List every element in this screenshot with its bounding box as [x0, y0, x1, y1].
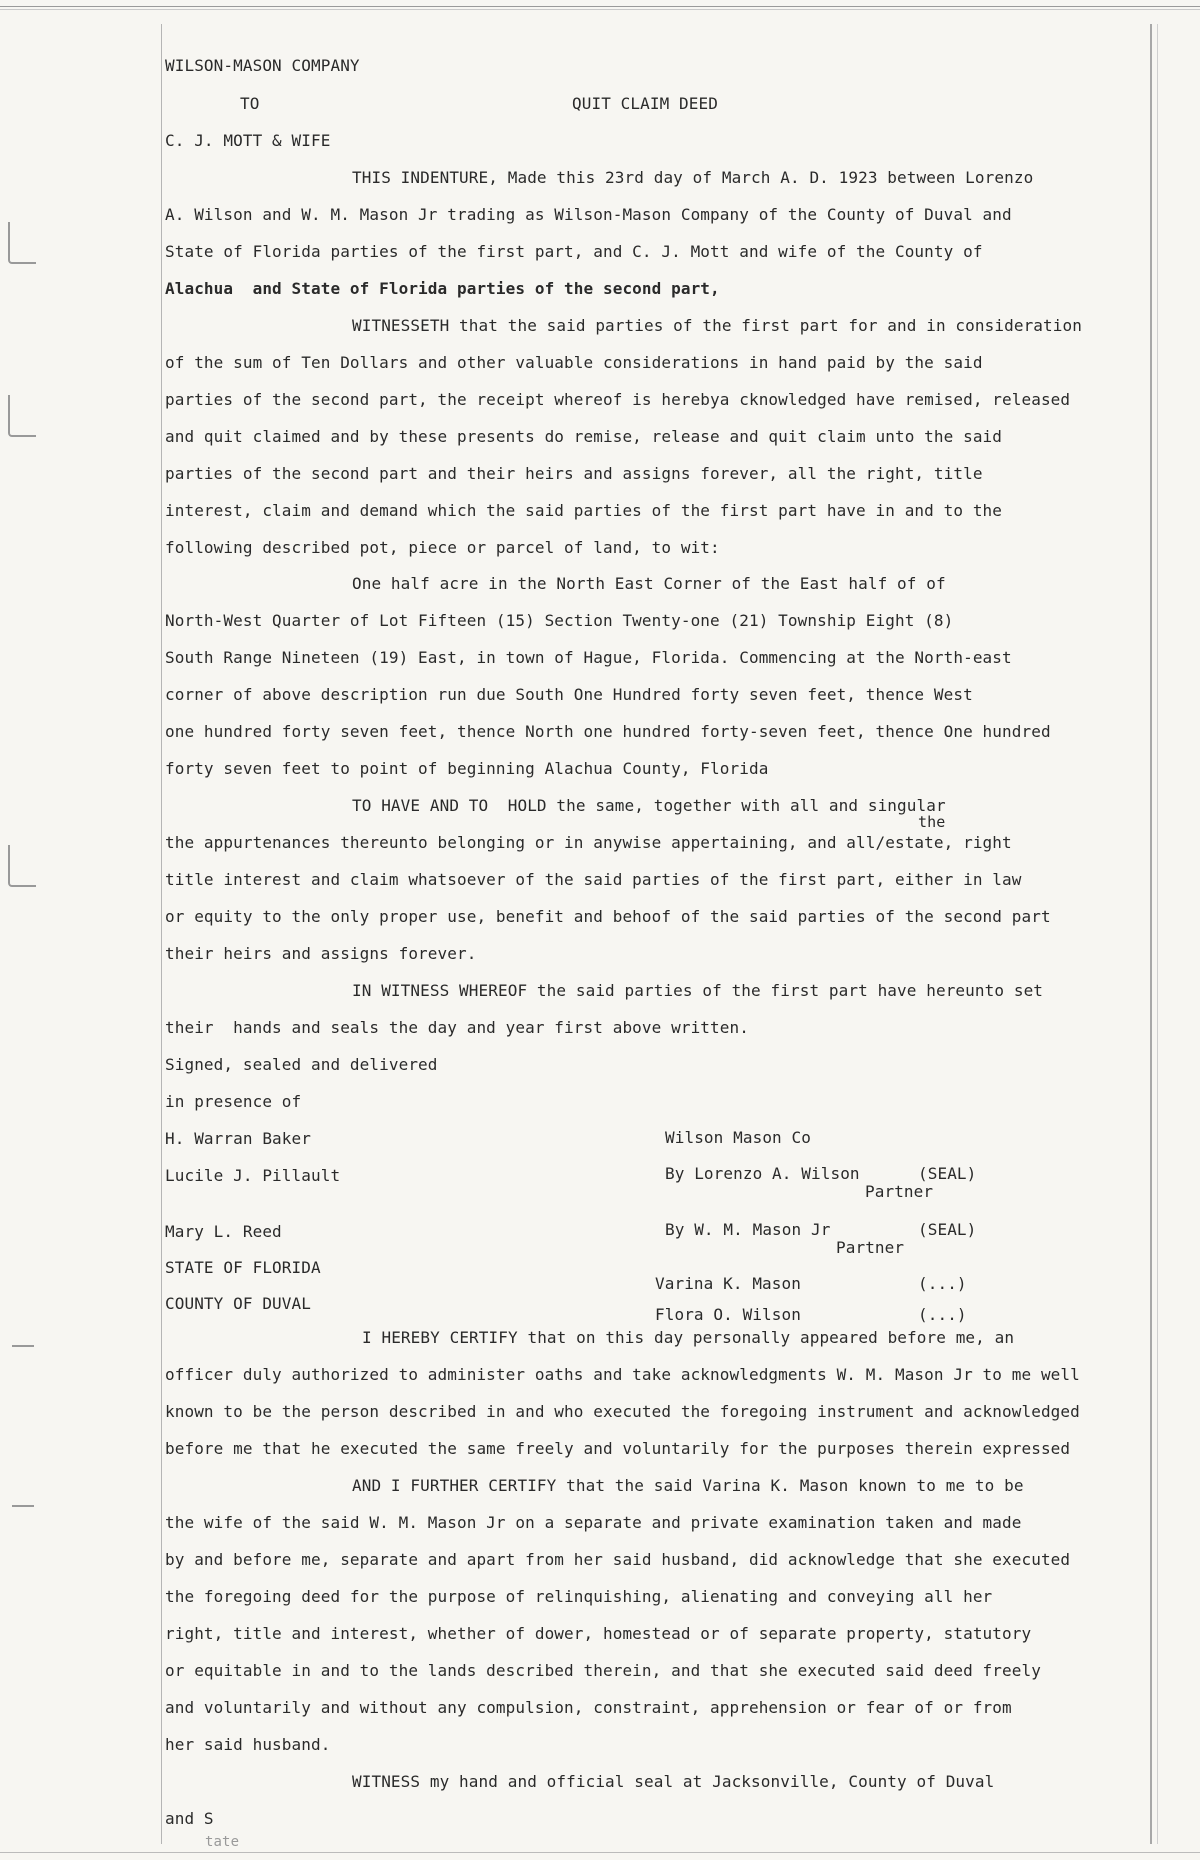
- habendum-line: TO HAVE AND TO HOLD the same, together with all and singular: [352, 796, 946, 815]
- grantor-name: WILSON-MASON COMPANY: [165, 56, 360, 75]
- faded-text: tate: [205, 1834, 240, 1850]
- certificate-line: WITNESS my hand and official seal at Jacksonville, County of Duval: [352, 1772, 995, 1791]
- signatory-company: Wilson Mason Co: [665, 1128, 811, 1147]
- testimonium-line: their hands and seals the day and year first above written.: [165, 1018, 749, 1037]
- seal-label: (SEAL): [918, 1220, 977, 1239]
- signatory-name: By Lorenzo A. Wilson: [665, 1164, 860, 1183]
- body-line: interest, claim and demand which the said parties of the first part have in and to the: [165, 501, 1003, 520]
- top-rule-secondary: [0, 9, 1200, 10]
- seal-label: (SEAL): [918, 1164, 977, 1183]
- property-description-line: corner of above description run due South One Hundred forty seven feet, thence West: [165, 685, 973, 704]
- body-line: WITNESSETH that the said parties of the first part for and in consideration: [352, 316, 1082, 335]
- property-description-line: North-West Quarter of Lot Fifteen (15) Section Twenty-one (21) Township Eight (8): [165, 611, 954, 630]
- attestation-line: Signed, sealed and delivered: [165, 1055, 438, 1074]
- binding-tick: [12, 1345, 34, 1347]
- witness-name: Mary L. Reed: [165, 1222, 282, 1241]
- property-description-line: South Range Nineteen (19) East, in town of Hague, Florida. Commencing at the North-east: [165, 648, 1012, 667]
- body-line: parties of the second part and their heirs and assigns forever, all the right, title: [165, 464, 983, 483]
- binding-tick: [12, 1505, 34, 1507]
- property-description-line: One half acre in the North East Corner of the East half of of: [352, 574, 946, 593]
- document-title: QUIT CLAIM DEED: [572, 94, 718, 113]
- interlinear-insertion: the: [918, 813, 946, 831]
- body-line: State of Florida parties of the first part, and C. J. Mott and wife of the County of: [165, 242, 983, 261]
- habendum-line: the appurtenances thereunto belonging or in anywise appertaining, and all/estate, right: [165, 833, 1012, 852]
- attestation-line: in presence of: [165, 1092, 302, 1111]
- certificate-line: and S: [165, 1809, 214, 1828]
- certificate-line: I HEREBY CERTIFY that on this day personally appeared before me, an: [362, 1328, 1015, 1347]
- body-line: following described pot, piece or parcel of land, to wit:: [165, 538, 720, 557]
- habendum-line: their heirs and assigns forever.: [165, 944, 477, 963]
- certificate-line: the wife of the said W. M. Mason Jr on a separate and private examination taken and made: [165, 1513, 1022, 1532]
- seal-label: (...): [918, 1305, 967, 1324]
- venue-state: STATE OF FLORIDA: [165, 1258, 321, 1277]
- signatory-name: Flora O. Wilson: [655, 1305, 801, 1324]
- witness-name: Lucile J. Pillault: [165, 1166, 341, 1185]
- certificate-line: known to be the person described in and who executed the foregoing instrument and acknowledged: [165, 1402, 1080, 1421]
- certificate-line: AND I FURTHER CERTIFY that the said Varina K. Mason known to me to be: [352, 1476, 1024, 1495]
- bottom-rule: [0, 1852, 1200, 1853]
- certificate-line: and voluntarily and without any compulsion, constraint, apprehension or fear of or from: [165, 1698, 1012, 1717]
- seal-label: (...): [918, 1274, 967, 1293]
- certificate-line: or equitable in and to the lands described therein, and that she executed said deed freely: [165, 1661, 1041, 1680]
- certificate-line: by and before me, separate and apart from her said husband, did acknowledge that she executed: [165, 1550, 1071, 1569]
- venue-county: COUNTY OF DUVAL: [165, 1294, 311, 1313]
- left-margin-rule: [161, 24, 162, 1844]
- certificate-line: her said husband.: [165, 1735, 331, 1754]
- body-line: THIS INDENTURE, Made this 23rd day of March A. D. 1923 between Lorenzo: [352, 168, 1034, 187]
- testimonium-line: IN WITNESS WHEREOF the said parties of the first part have hereunto set: [352, 981, 1044, 1000]
- body-line: parties of the second part, the receipt whereof is herebya cknowledged have remised, released: [165, 390, 1071, 409]
- property-description-line: one hundred forty seven feet, thence North one hundred forty-seven feet, thence One hundred: [165, 722, 1051, 741]
- certificate-line: right, title and interest, whether of dower, homestead or of separate property, statutory: [165, 1624, 1032, 1643]
- signatory-name: By W. M. Mason Jr: [665, 1220, 831, 1239]
- witness-name: H. Warran Baker: [165, 1129, 311, 1148]
- property-description-line: forty seven feet to point of beginning Alachua County, Florida: [165, 759, 769, 778]
- body-line: of the sum of Ten Dollars and other valuable considerations in hand paid by the said: [165, 353, 983, 372]
- certificate-line: the foregoing deed for the purpose of relinquishing, alienating and conveying all her: [165, 1587, 993, 1606]
- grantee-name: C. J. MOTT & WIFE: [165, 131, 331, 150]
- top-rule: [0, 6, 1200, 7]
- binding-mark: [8, 222, 36, 264]
- signatory-title: Partner: [836, 1238, 905, 1257]
- body-line: Alachua and State of Florida parties of the second part,: [165, 279, 720, 298]
- certificate-line: before me that he executed the same freely and voluntarily for the purposes therein expressed: [165, 1439, 1071, 1458]
- signatory-title: Partner: [865, 1182, 934, 1201]
- to-label: TO: [240, 94, 260, 113]
- right-margin-rule: [1150, 24, 1152, 1844]
- right-margin-rule-secondary: [1157, 24, 1158, 1844]
- body-line: and quit claimed and by these presents do remise, release and quit claim unto the said: [165, 427, 1003, 446]
- habendum-line: or equity to the only proper use, benefit and behoof of the said parties of the second part: [165, 907, 1051, 926]
- binding-mark: [8, 395, 36, 437]
- signatory-name: Varina K. Mason: [655, 1274, 801, 1293]
- certificate-line: officer duly authorized to administer oaths and take acknowledgments W. M. Mason Jr to me well: [165, 1365, 1080, 1384]
- habendum-line: title interest and claim whatsoever of the said parties of the first part, either in law: [165, 870, 1022, 889]
- binding-mark: [8, 845, 36, 887]
- body-line: A. Wilson and W. M. Mason Jr trading as Wilson-Mason Company of the County of Duval and: [165, 205, 1012, 224]
